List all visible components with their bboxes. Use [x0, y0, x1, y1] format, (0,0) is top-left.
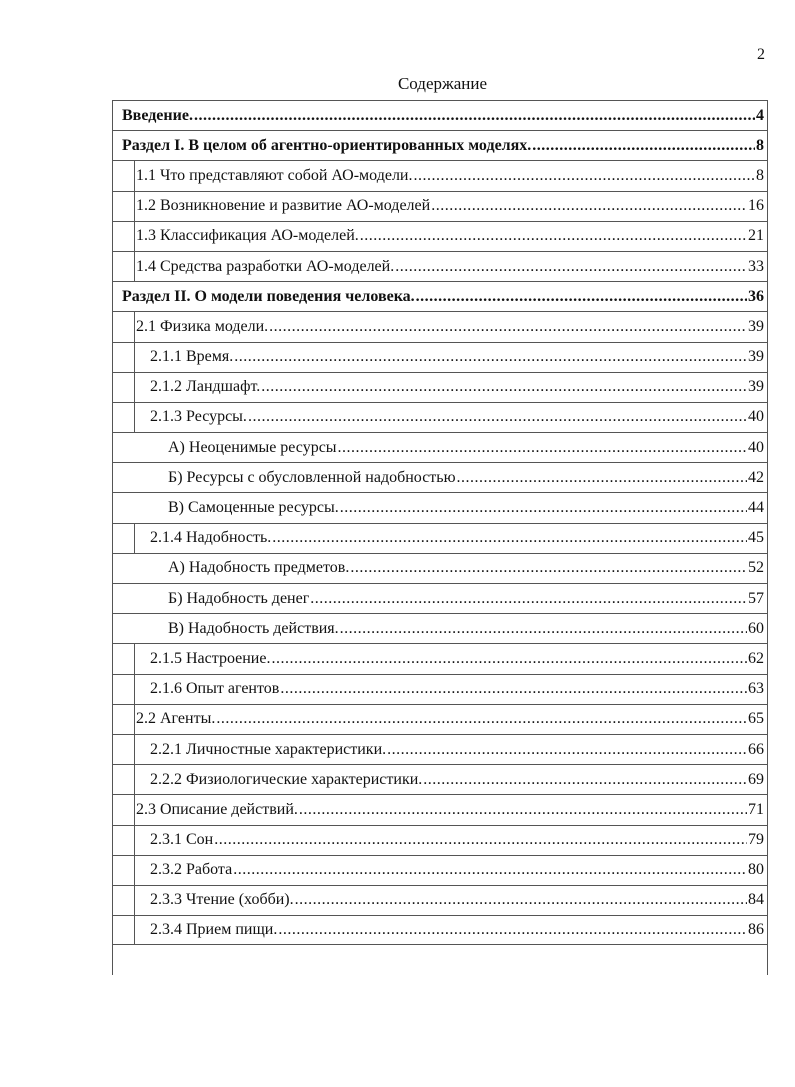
- toc-entry-page: 4: [756, 106, 764, 124]
- toc-indent-rule: [134, 674, 768, 704]
- toc-entry-page: 40: [748, 408, 764, 426]
- toc-dot-leader: [350, 559, 747, 577]
- toc-entry[interactable]: [112, 794, 768, 824]
- toc-entry-page: 36: [748, 287, 764, 305]
- toc-indent-rule: [134, 825, 768, 855]
- toc-entry-label: 2.1.2 Ландшафт.: [150, 378, 261, 396]
- toc-indent-rule: [134, 523, 768, 553]
- toc-entry-label: В) Надобность действия.: [168, 619, 339, 637]
- toc-entry-page: 71: [748, 800, 764, 818]
- toc-entry-page: 84: [748, 891, 764, 909]
- toc-entry-page: 80: [748, 861, 764, 879]
- toc-indent-rule: [134, 764, 768, 794]
- toc-entry[interactable]: [112, 160, 768, 190]
- toc-indent-rule: [134, 311, 768, 341]
- toc-entry-label: В) Самоценные ресурсы.: [168, 499, 339, 517]
- toc-dot-leader: [457, 469, 747, 487]
- toc-entry[interactable]: [112, 372, 768, 402]
- toc-entry-page: 39: [748, 348, 764, 366]
- toc-entry-label: 2.1.5 Настроение.: [150, 649, 271, 667]
- toc-entry-label: Раздел I. В целом об агентно-ориентированных моделях.: [122, 136, 532, 154]
- toc-entry-label: 2.3 Описание действий.: [136, 800, 298, 818]
- toc-entry-page: 52: [748, 559, 764, 577]
- toc-entry[interactable]: [112, 492, 768, 522]
- toc-entry[interactable]: [112, 402, 768, 432]
- toc-entry[interactable]: [112, 583, 768, 613]
- toc-entry-page: 57: [748, 589, 764, 607]
- toc-entry-label: 1.4 Средства разработки АО-моделей.: [136, 257, 395, 275]
- toc-dot-leader: [340, 499, 747, 517]
- toc-entry[interactable]: [112, 462, 768, 492]
- toc-entry[interactable]: [112, 734, 768, 764]
- toc-entry[interactable]: [112, 251, 768, 281]
- toc-entry[interactable]: [112, 311, 768, 341]
- toc-entry-page: 45: [748, 529, 764, 547]
- toc-left-border: [112, 100, 113, 975]
- toc-entry[interactable]: [112, 432, 768, 462]
- toc-entry-page: 69: [748, 770, 764, 788]
- toc-entry-label: 2.3.1 Сон: [150, 831, 214, 849]
- toc-indent-rule: [134, 915, 768, 944]
- toc-entry[interactable]: [112, 523, 768, 553]
- toc-entry[interactable]: [112, 281, 768, 311]
- toc-entry[interactable]: [112, 764, 768, 794]
- toc-entry-label: Введение.: [122, 106, 193, 124]
- toc-entry[interactable]: [112, 130, 768, 160]
- toc-entry[interactable]: [112, 221, 768, 251]
- toc-dot-leader: [340, 620, 747, 638]
- toc-entry-label: 2.2.2 Физиологические характеристики.: [150, 770, 423, 788]
- toc-entry[interactable]: [112, 100, 768, 130]
- toc-entry-page: 44: [748, 499, 764, 517]
- toc-entry-label: А) Надобность предметов.: [168, 559, 350, 577]
- toc-entry-label: А) Неоценимые ресурсы: [168, 438, 337, 456]
- toc-entry[interactable]: [112, 613, 768, 643]
- toc-entry[interactable]: [112, 191, 768, 221]
- toc-entry[interactable]: [112, 674, 768, 704]
- toc-entry-page: 16: [748, 197, 764, 215]
- toc-entry-page: 42: [748, 468, 764, 486]
- toc-entry-label: 2.3.4 Прием пищи.: [150, 921, 278, 939]
- toc-indent-rule: [134, 191, 768, 221]
- toc-entry-page: 39: [748, 317, 764, 335]
- page-number: 2: [757, 46, 765, 63]
- toc-indent-rule: [134, 734, 768, 764]
- toc-entry[interactable]: [112, 915, 768, 945]
- toc-entry-page: 65: [748, 710, 764, 728]
- toc-indent-rule: [134, 704, 768, 734]
- toc-entry[interactable]: [112, 885, 768, 915]
- toc-entry[interactable]: [112, 704, 768, 734]
- toc-entry[interactable]: [112, 643, 768, 673]
- toc-entry[interactable]: [112, 342, 768, 372]
- toc-indent-rule: [134, 402, 768, 432]
- toc-entry-label: 2.1.4 Надобность.: [150, 529, 272, 547]
- toc-entry-page: 39: [748, 378, 764, 396]
- toc-dot-leader: [310, 590, 747, 608]
- toc-entry-label: 2.1 Физика модели.: [136, 317, 269, 335]
- toc-indent-rule: [134, 342, 768, 372]
- toc-dot-leader: [194, 107, 755, 125]
- toc-entry-label: Раздел II. О модели поведения человека.: [122, 287, 415, 305]
- toc-entry[interactable]: [112, 825, 768, 855]
- toc-entry-page: 62: [748, 649, 764, 667]
- toc-dot-leader: [338, 439, 747, 457]
- toc-entry-page: 86: [748, 921, 764, 939]
- toc-entry-label: 2.2.1 Личностные характеристики.: [150, 740, 387, 758]
- toc-indent-rule: [134, 794, 768, 824]
- toc-entry-label: 2.3.2 Работа: [150, 861, 233, 879]
- toc-indent-rule: [134, 885, 768, 915]
- toc-dot-leader: [532, 137, 755, 155]
- toc-entry-label: 1.2 Возникновение и развитие АО-моделей: [136, 197, 431, 215]
- toc-entry-page: 33: [748, 257, 764, 275]
- toc-entry-label: 2.1.6 Опыт агентов: [150, 680, 280, 698]
- toc-entry-label: Б) Надобность денег: [168, 589, 310, 607]
- toc-entry-page: 66: [748, 740, 764, 758]
- toc-indent-rule: [134, 160, 768, 190]
- toc-title: Содержание: [397, 74, 488, 93]
- toc-right-border: [767, 100, 768, 975]
- toc-entry-page: 8: [756, 166, 764, 184]
- toc-entry-page: 63: [748, 680, 764, 698]
- toc-entry-label: 1.3 Классификация АО-моделей.: [136, 227, 359, 245]
- toc-entry-page: 8: [756, 136, 764, 154]
- toc-indent-rule: [134, 855, 768, 885]
- toc-entry-label: 1.1 Что представляют собой АО-модели.: [136, 166, 413, 184]
- table-of-contents: [112, 100, 768, 945]
- toc-indent-rule: [134, 221, 768, 251]
- toc-entry[interactable]: [112, 553, 768, 583]
- toc-entry-page: 79: [748, 831, 764, 849]
- toc-entry-page: 21: [748, 227, 764, 245]
- toc-entry-page: 60: [748, 619, 764, 637]
- toc-indent-rule: [134, 372, 768, 402]
- toc-dot-leader: [416, 288, 747, 306]
- toc-entry-label: Б) Ресурсы с обусловленной надобностью: [168, 468, 456, 486]
- toc-entry-page: 40: [748, 438, 764, 456]
- toc-entry-label: 2.3.3 Чтение (хобби).: [150, 891, 294, 909]
- toc-entry[interactable]: [112, 855, 768, 885]
- toc-entry-label: 2.1.1 Время.: [150, 348, 234, 366]
- toc-entry-label: 2.2 Агенты.: [136, 710, 216, 728]
- toc-entry-label: 2.1.3 Ресурсы.: [150, 408, 247, 426]
- toc-indent-rule: [134, 251, 768, 281]
- toc-indent-rule: [134, 643, 768, 673]
